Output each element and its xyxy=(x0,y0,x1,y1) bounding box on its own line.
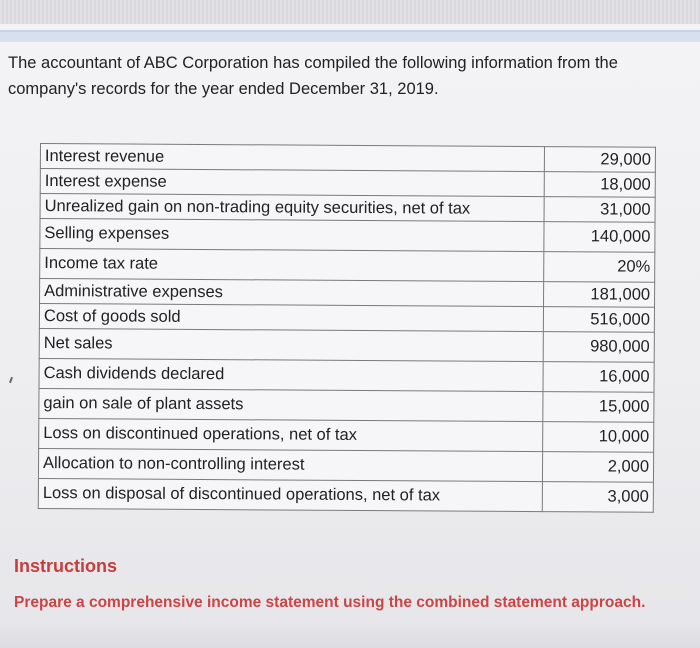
row-label: Loss on disposal of discontinued operations, net of tax xyxy=(38,478,543,511)
table-row xyxy=(38,448,653,482)
row-value: 29,000 xyxy=(545,147,656,173)
row-label: Administrative expenses xyxy=(40,279,545,307)
row-value: 16,000 xyxy=(543,362,654,393)
top-band xyxy=(0,0,700,24)
table-row xyxy=(40,249,655,283)
row-label: gain on sale of plant assets xyxy=(39,388,544,421)
row-label: Interest expense xyxy=(40,169,545,197)
row-value: 10,000 xyxy=(543,422,654,453)
stray-pen-mark xyxy=(9,377,13,383)
row-value: 980,000 xyxy=(544,332,655,363)
instructions-title: Instructions xyxy=(14,556,118,576)
row-label: Income tax rate xyxy=(40,249,545,282)
table-row xyxy=(38,478,653,512)
row-label: Cost of goods sold xyxy=(39,304,544,332)
row-value: 15,000 xyxy=(543,392,654,423)
table-row xyxy=(40,169,655,198)
row-value: 31,000 xyxy=(544,197,655,223)
financial-data-table xyxy=(38,143,656,513)
row-value: 3,000 xyxy=(543,482,654,513)
bottom-shade xyxy=(0,622,700,648)
row-label: Unrealized gain on non-trading equity securities, net of tax xyxy=(40,194,545,222)
table-row xyxy=(39,304,654,333)
table-row xyxy=(40,194,655,223)
intro-text: The accountant of ABC Corporation has compiled the following information from the company's records for the year ended December 31, 2019. xyxy=(8,54,618,98)
instructions-text: Prepare a comprehensive income statement using the combined statement approach. xyxy=(14,594,646,611)
row-label: Cash dividends declared xyxy=(39,358,544,391)
row-label: Interest revenue xyxy=(40,144,545,172)
row-value: 2,000 xyxy=(543,452,654,483)
row-label: Allocation to non-controlling interest xyxy=(38,448,543,481)
row-value: 140,000 xyxy=(544,222,655,253)
table-row xyxy=(39,358,654,392)
table-row xyxy=(39,328,654,362)
table-row xyxy=(40,279,655,308)
row-label: Selling expenses xyxy=(40,219,545,252)
table-row xyxy=(40,144,655,173)
row-label: Loss on discontinued operations, net of tax xyxy=(39,418,544,451)
table-row xyxy=(39,418,654,452)
row-value: 18,000 xyxy=(545,172,656,198)
row-label: Net sales xyxy=(39,328,544,361)
table-row xyxy=(40,219,655,253)
table-row xyxy=(39,388,654,422)
header-divider xyxy=(0,30,700,42)
row-value: 516,000 xyxy=(544,307,655,333)
row-value: 20% xyxy=(544,252,655,283)
row-value: 181,000 xyxy=(544,282,655,308)
